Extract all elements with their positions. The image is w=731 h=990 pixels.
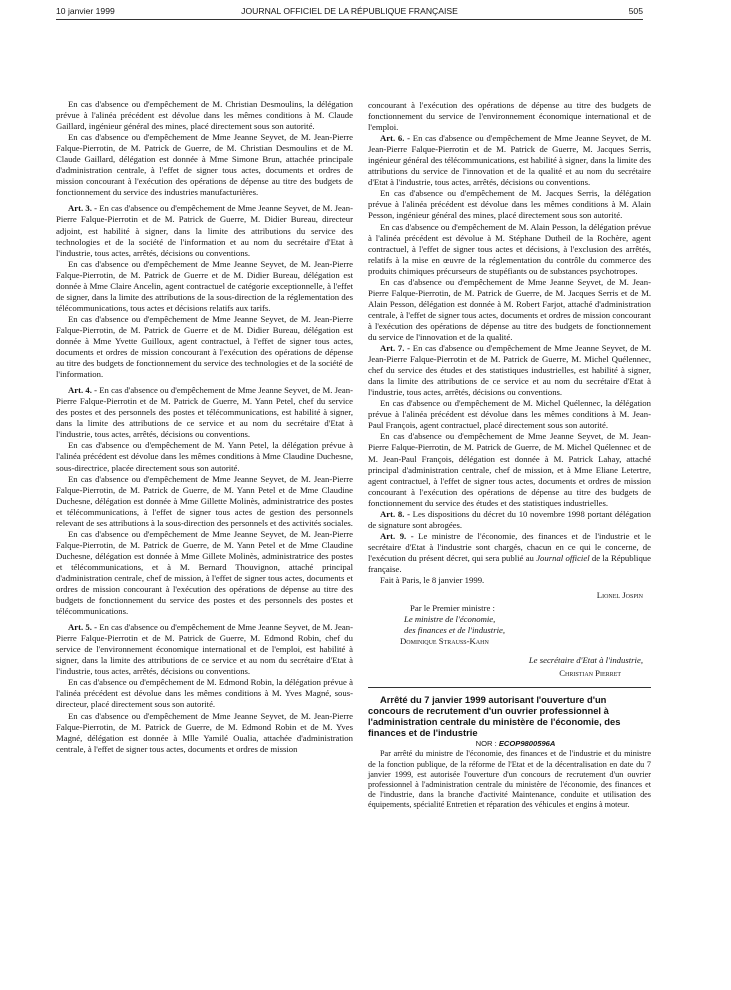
header-date: 10 janvier 1999 <box>56 6 115 16</box>
nor-label: NOR : <box>475 739 499 749</box>
section-divider <box>368 687 651 688</box>
paragraph: En cas d'absence ou d'empêchement de Mme Jeanne Seyvet, de M. Jean-Pierre Falque-Pierrotin, de M. Patrick de Guerre et de M. Didier Bureau, délégation est donnée à Mme Yvette Guilloux, agent contractuel, à l'effet de signer tous actes, documents et ordres de mission concourant à l'exécution des opérations de dépense au titre des budgets de fonctionnement du service des technologies et de la société de l'information. <box>56 313 353 380</box>
header-rule <box>56 19 643 20</box>
article-label: Art. 7. - <box>380 343 411 354</box>
paragraph: En cas d'absence ou d'empêchement de Mme Jeanne Seyvet, de M. Jean-Pierre Falque-Pierrotin, de M. Patrick de Guerre, de M. Yann Petel et de Mme Claudine Duchesne, délégation est donnée à Mme Gillete Molinès, administratrice des postes et télécommunications, et à M. Bernard Thouvignon, attaché principal d'administration centrale, chef de mission, à l'effet de signer tous actes, documents et ordres de mission concourant à l'exécution des opérations de dépense au titre des budgets de fonctionnement du service des postes et des personnels des postes et télécommunications. <box>56 528 353 617</box>
signature-secretary-title: Le secrétaire d'Etat à l'industrie, <box>528 655 643 666</box>
article-label: Art. 4. - <box>68 385 98 396</box>
done-at: Fait à Paris, le 8 janvier 1999. <box>380 575 485 586</box>
article-text: Le ministre de l'économie, des finances et de l'industrie et le secrétaire d'Etat à l'industrie sont chargés, chacun en ce qui le concerne, de l'exécution du présent décret, qui sera publié au <box>368 530 651 563</box>
paragraph: En cas d'absence ou d'empêchement de M. Christian Desmoulins, la délégation prévue à l'alinéa précédent est dévolue dans les mêmes conditions à M. Claude Gaillard, ingénieur général des mines, placé directement sous son autorité. <box>56 99 353 132</box>
paragraph: En cas d'absence ou d'empêchement de Mme Jeanne Seyvet, de M. Jean-Pierre Falque-Pierrotin, de M. Patrick de Guerre, de M. Edmond Robin et de M. Yves Magné, délégation est donnée à Mlle Yamilé Oualia, attachée d'administration centrale, à l'effet de signer tous actes, documents et ordres de mission <box>56 710 353 754</box>
paragraph: concourant à l'exécution des opérations de dépense au titre des budgets de fonctionnement du service de l'environnement économique international et de l'emploi. <box>368 100 651 133</box>
signature-minister-name: Dominique Strauss-Kahn <box>400 636 489 647</box>
article-5 <box>56 622 353 677</box>
article-text: En cas d'absence ou d'empêchement de Mme Jeanne Seyvet, de M. Jean-Pierre Falque-Pierrotin et de M. Patrick de Guerre, M. Didier Bureau, directeur adjoint, est habilité à signer, dans la limite des attributions du service des technologies et de la société de l'information et au nom du secrétaire d'Etat à l'industrie, tous actes, arrêtés, décisions ou conventions. <box>56 203 353 258</box>
nor-reference <box>368 738 651 749</box>
paragraph: En cas d'absence ou d'empêchement de M. Alain Pesson, la délégation prévue à l'alinéa précédent est dévolue à M. Stéphane Dutheil de la Rochère, agent contractuel, à l'effet de signer tous actes et décisions, à l'exclusion des arrêtés, relatifs à la mise en œuvre de la réglementation du contrôle du commerce des produits chimiques précurseurs de stupéfiants ou de substances psychotropes. <box>368 221 651 276</box>
page-number: 505 <box>628 6 643 16</box>
nor-code: ECOP9800596A <box>498 739 556 749</box>
signature-secretary-name: Christian Pierret <box>559 668 621 679</box>
article-text: En cas d'absence ou d'empêchement de Mme Jeanne Seyvet, de M. Jean-Pierre Falque-Pierrotin et de M. Patrick de Guerre, M. Edmond Robin, chef du service de l'environnement économique international et de l'emploi, est habilité à signer, dans la limite des attributions de ce service et au nom du secrétaire d'Etat à l'industrie, tous actes, arrêtés, décisions ou conventions. <box>56 622 353 677</box>
article-text: En cas d'absence ou d'empêchement de Mme Jeanne Seyvet, de M. Jean-Pierre Falque-Pierrotin et de M. Patrick de Guerre, M. Yann Petel, chef du service des postes et des personnels des postes et télécommunications, est habilité à signer, dans la limite des attributions de ce service et au nom du secrétaire d'Etat à l'industrie, tous actes, arrêtés, décisions ou conventions. <box>56 385 353 440</box>
signature-minister-title-2: des finances et de l'industrie, <box>404 625 506 636</box>
journal-title: JOURNAL OFFICIEL DE LA RÉPUBLIQUE FRANÇAISE <box>241 6 458 16</box>
arrete-title: Arrêté du 7 janvier 1999 autorisant l'ouverture d'un concours de recrutement d'un ouvrier professionnel à l'administration centrale du ministère de l'économie, des finances et de l'industrie <box>368 694 621 739</box>
article-9 <box>368 531 651 575</box>
journal-italic: Journal officiel <box>536 552 590 563</box>
paragraph: En cas d'absence ou d'empêchement de M. Jacques Serris, la délégation prévue à l'alinéa précédent est dévolue dans les mêmes conditions à M. Alain Pesson, ingénieur général des mines, placé directement sous son autorité. <box>368 188 651 221</box>
article-label: Art. 9. - <box>380 530 414 541</box>
signature-par: Par le Premier ministre : <box>410 603 495 614</box>
article-text: Les dispositions du décret du 10 novembre 1998 portant délégation de signature sont abrogées. <box>368 508 651 530</box>
article-text: de la République française. <box>368 552 651 574</box>
article-7 <box>368 343 651 398</box>
right-column <box>368 100 651 811</box>
article-label: Art. 8. - <box>380 508 410 519</box>
article-8 <box>368 509 651 531</box>
paragraph: En cas d'absence ou d'empêchement de Mme Jeanne Seyvet, de M. Jean-Pierre Falque-Pierrotin, de M. Patrick de Guerre, de M. Yann Petel et de Mme Claudine Duchesne, délégation est donnée à Mme Gillette Molinès, administratrice des postes et télécommunications, à l'effet de signer tous actes de gestion des personnels relevant de ses attributions à la sous-direction des personnels et des activités sociales. <box>56 473 353 528</box>
article-label: Art. 3. - <box>68 203 98 214</box>
paragraph: En cas d'absence ou d'empêchement de M. Edmond Robin, la délégation prévue à l'alinéa précédent est dévolue dans les mêmes conditions à M. Yves Magné, sous-directeur, placé directement sous son autorité. <box>56 677 353 710</box>
article-4 <box>56 385 353 440</box>
article-label: Art. 5. - <box>68 622 98 633</box>
article-text: En cas d'absence ou d'empêchement de Mme Jeanne Seyvet, de M. Jean-Pierre Falque-Pierrotin et de M. Patrick de Guerre, M. Michel Quélennec, chef du service des études et des statistiques industrielles, est habilité à signer, dans la limite des attributions de ce service et au nom du secrétaire d'Etat à l'industrie, tous actes, arrêtés, décisions ou conventions. <box>368 343 651 398</box>
paragraph: En cas d'absence ou d'empêchement de Mme Jeanne Seyvet, de M. Jean-Pierre Falque-Pierrotin, de M. Patrick de Guerre, de M. Christian Desmoulins et de M. Claude Gaillard, délégation est donnée à Mme Simone Brun, attachée principale d'administration centrale, à l'effet de signer tous actes, documents et ordres de mission concourant à l'exécution des opérations de dépense au titre des budgets de fonctionnement du service des industries manufacturières. <box>56 132 353 198</box>
article-6 <box>368 133 651 188</box>
page-header <box>56 6 643 20</box>
paragraph: En cas d'absence ou d'empêchement de Mme Jeanne Seyvet, de M. Jean-Pierre Falque-Pierrotin, de M. Patrick de Guerre, de M. Jacques Serris et de M. Alain Pesson, délégation est donnée à M. Robert Farjot, attaché d'administration centrale, à l'effet de signer tous actes, documents et ordres de mission concourant à l'exécution des opérations de dépense au titre des budgets de fonctionnement du service de l'innovation et de la qualité. <box>368 276 651 342</box>
paragraph: En cas d'absence ou d'empêchement de Mme Jeanne Seyvet, de M. Jean-Pierre Falque-Pierrotin, de M. Patrick de Guerre, de M. Michel Quélennec et de M. Jean-Paul François, délégation est donnée à M. Patrick Lahay, attaché principal d'administration centrale, chef de mission, et à Mme Eliane Letertre, agent contractuel, à l'effet de signer tous actes, documents et ordres de mission concourant à l'exécution des opérations de dépense au titre des budgets de fonctionnement du service des études et des statistiques industrielles. <box>368 431 651 508</box>
signature-minister-title-1: Le ministre de l'économie, <box>404 614 496 625</box>
arrete-body: Par arrêté du ministre de l'économie, des finances et de l'industrie et du ministre de la fonction publique, de la réforme de l'Etat et de la décentralisation en date du 7 janvier 1999, est autorisée l'ouverture d'un concours de recrutement d'un ouvrier professionnel à l'administration centrale du ministère de l'économie, des finances et de l'industrie, dans la branche d'activité Maintenance, conduite et utilisation des équipements, spécialité Entretien et réparation des véhicules et engins à moteur. <box>368 749 651 810</box>
paragraph: En cas d'absence ou d'empêchement de M. Michel Quélennec, la délégation prévue à l'alinéa précédent est dévolue dans les mêmes conditions à M. Jean-Paul François, agent contractuel, placé directement sous son autorité. <box>368 398 651 431</box>
article-text: En cas d'absence ou d'empêchement de Mme Jeanne Seyvet, de M. Jean-Pierre Falque-Pierrotin et de M. Patrick de Guerre, M. Jacques Serris, ingénieur général des télécommunications, est habilité à signer, dans la limite des attributions du service de l'innovation et de la qualité et au nom du secrétaire d'Etat à l'industrie, tous actes, arrêtés, décisions ou conventions. <box>368 133 651 188</box>
article-3 <box>56 203 353 258</box>
paragraph: En cas d'absence ou d'empêchement de Mme Jeanne Seyvet, de M. Jean-Pierre Falque-Pierrotin, de M. Patrick de Guerre et de M. Didier Bureau, délégation est donnée à Mme Claire Ancelin, agent contractuel de catégorie exceptionnelle, à l'effet de signer, dans la limite des attributions de la sous-direction de la réglementation des télécommunications, tous actes et décisions relatifs aux tarifs. <box>56 258 353 313</box>
left-column <box>56 99 353 755</box>
article-label: Art. 6. - <box>380 133 411 144</box>
signature-prime-minister: Lionel Jospin <box>596 590 643 601</box>
paragraph: En cas d'absence ou d'empêchement de M. Yann Petel, la délégation prévue à l'alinéa précédent est dévolue dans les mêmes conditions à Mme Claudine Duchesne, sous-directrice, placée directement sous son autorité. <box>56 440 353 473</box>
